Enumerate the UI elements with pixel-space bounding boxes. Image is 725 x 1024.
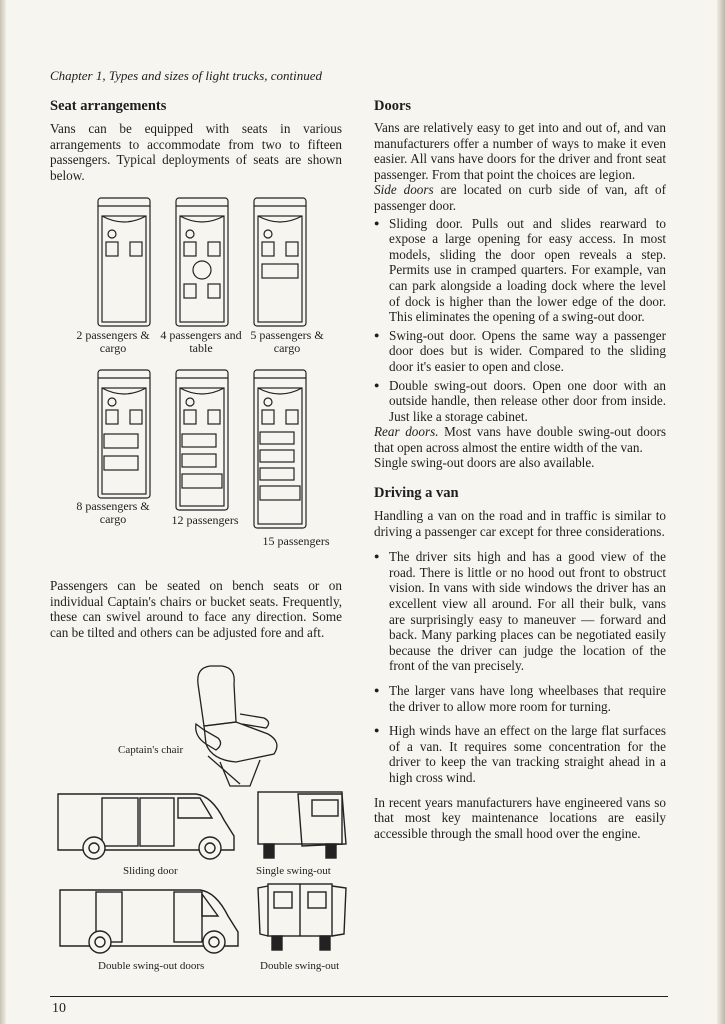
page-number: 10 [52, 1001, 66, 1016]
single-swing-out-paragraph: Single swing-out doors are also available. [374, 455, 595, 471]
double-swing-out-van-rear [258, 884, 346, 950]
chapter-header: Chapter 1, Types and sizes of light trucks, continued [50, 68, 323, 83]
driving-heading: Driving a van [374, 485, 459, 502]
list-item: ● Swing-out door. Opens the same way a passenger door does but is wider. Compared to the sliding door it's easier to open and close. [374, 328, 666, 375]
double-swing-out-van-side [60, 890, 238, 953]
caption-4-passengers: 4 passengers and table [160, 328, 242, 355]
list-item: ● The larger vans have long wheelbases that require the driver to allow more room for turning. [374, 683, 666, 714]
side-doors-paragraph [374, 182, 666, 213]
sliding-door-label: Sliding door [123, 865, 178, 877]
side-doors-label: Side doors [374, 182, 434, 198]
van-plan-4-passengers-table [176, 198, 228, 326]
van-plan-2-passengers [98, 198, 150, 326]
captains-chair-label: Captain's chair [118, 744, 184, 756]
list-item: ● High winds have an effect on the large flat surfaces of a van. It requires some concentration for the driver to keep the van tracking straight ahead in a high cross wind. [374, 723, 666, 785]
seat-intro-paragraph: Vans can be equipped with seats in various arrangements to accommodate from two to fifteen passengers. Typical deployments of seats are shown below. [50, 121, 342, 183]
doors-intro-paragraph: Vans are relatively easy to get into and out of, and van manufacturers offer a number of ways to make it even easier. All vans have doors for the driver and front seat passenger. From that point the choices are legion. [374, 120, 666, 182]
side-doors-text: are located on curb side of van, aft of passenger door. [374, 182, 666, 213]
list-item: ● The driver sits high and has a good view of the road. There is little or no hood out front to obstruct vision. In vans with side windows the driver has an excellent view all around. For all their bulk, vans are surprisingly easy to maneuver — forward and back. Many parking places can be negotiated easily because the driver can judge the location of the front of the van precisely. [374, 549, 666, 674]
caption-8-passengers: 8 passengers & cargo [76, 499, 150, 526]
caption-12-passengers: 12 passengers [171, 513, 239, 527]
list-item: ● Double swing-out doors. Open one door with an outside handle, then release other door from inside. Just like a storage cabinet. [374, 378, 666, 425]
van-plan-15-passengers [254, 370, 306, 528]
rear-doors-label: Rear doors. [374, 424, 439, 440]
van-plan-8-passengers [98, 370, 150, 498]
van-plan-5-passengers [254, 198, 306, 326]
caption-5-passengers: 5 passengers & cargo [250, 328, 324, 355]
maintenance-paragraph: In recent years manufacturers have engineered vans so that most key maintenance locations are easily accessible through the small hood over the engine. [374, 794, 666, 841]
page-spine [0, 0, 6, 1024]
footer-rule [50, 996, 668, 997]
right-column [374, 98, 666, 841]
rear-doors-text: Most vans have double swing-out doors that open across almost the entire width of the van. [374, 424, 666, 455]
caption-15-passengers: 15 passengers [262, 534, 330, 548]
driving-considerations-list [374, 549, 666, 785]
double-swing-out-label: Double swing-out [260, 960, 340, 972]
rear-doors-paragraph [374, 424, 666, 455]
captains-chair-illustration [190, 664, 290, 792]
seat-arrangements-heading: Seat arrangements [50, 98, 167, 114]
driving-intro-paragraph: Handling a van on the road and in traffic is similar to driving a passenger car except for three considerations. [374, 508, 666, 539]
caption-2-passengers: 2 passengers & cargo [76, 328, 150, 355]
list-item: ● Sliding door. Pulls out and slides rearward to expose a large opening for easy access. In most models, sliding the door open reveals a step. Permits use in cramped quarters. For example, van can park alongside a loading dock where the level of dock is higher than the lower edge of the door. This eliminates the opening of a swing-out door. [374, 216, 666, 325]
single-swing-out-van-rear [258, 792, 346, 858]
page-edge [717, 0, 725, 1024]
double-swing-out-doors-label: Double swing-out doors [98, 960, 205, 972]
sliding-door-van-side [58, 794, 234, 859]
door-types-list [374, 216, 666, 425]
chairs-paragraph: Passengers can be seated on bench seats or on individual Captain's chairs or bucket seats. Frequently, these can swivel around to face any direction. Some can be tilted and others can be adjusted fore and aft. [50, 578, 342, 640]
doors-heading: Doors [374, 98, 412, 114]
single-swing-out-label: Single swing-out [256, 865, 331, 877]
van-plan-12-passengers [176, 370, 228, 510]
seat-layout-diagrams [50, 192, 350, 552]
